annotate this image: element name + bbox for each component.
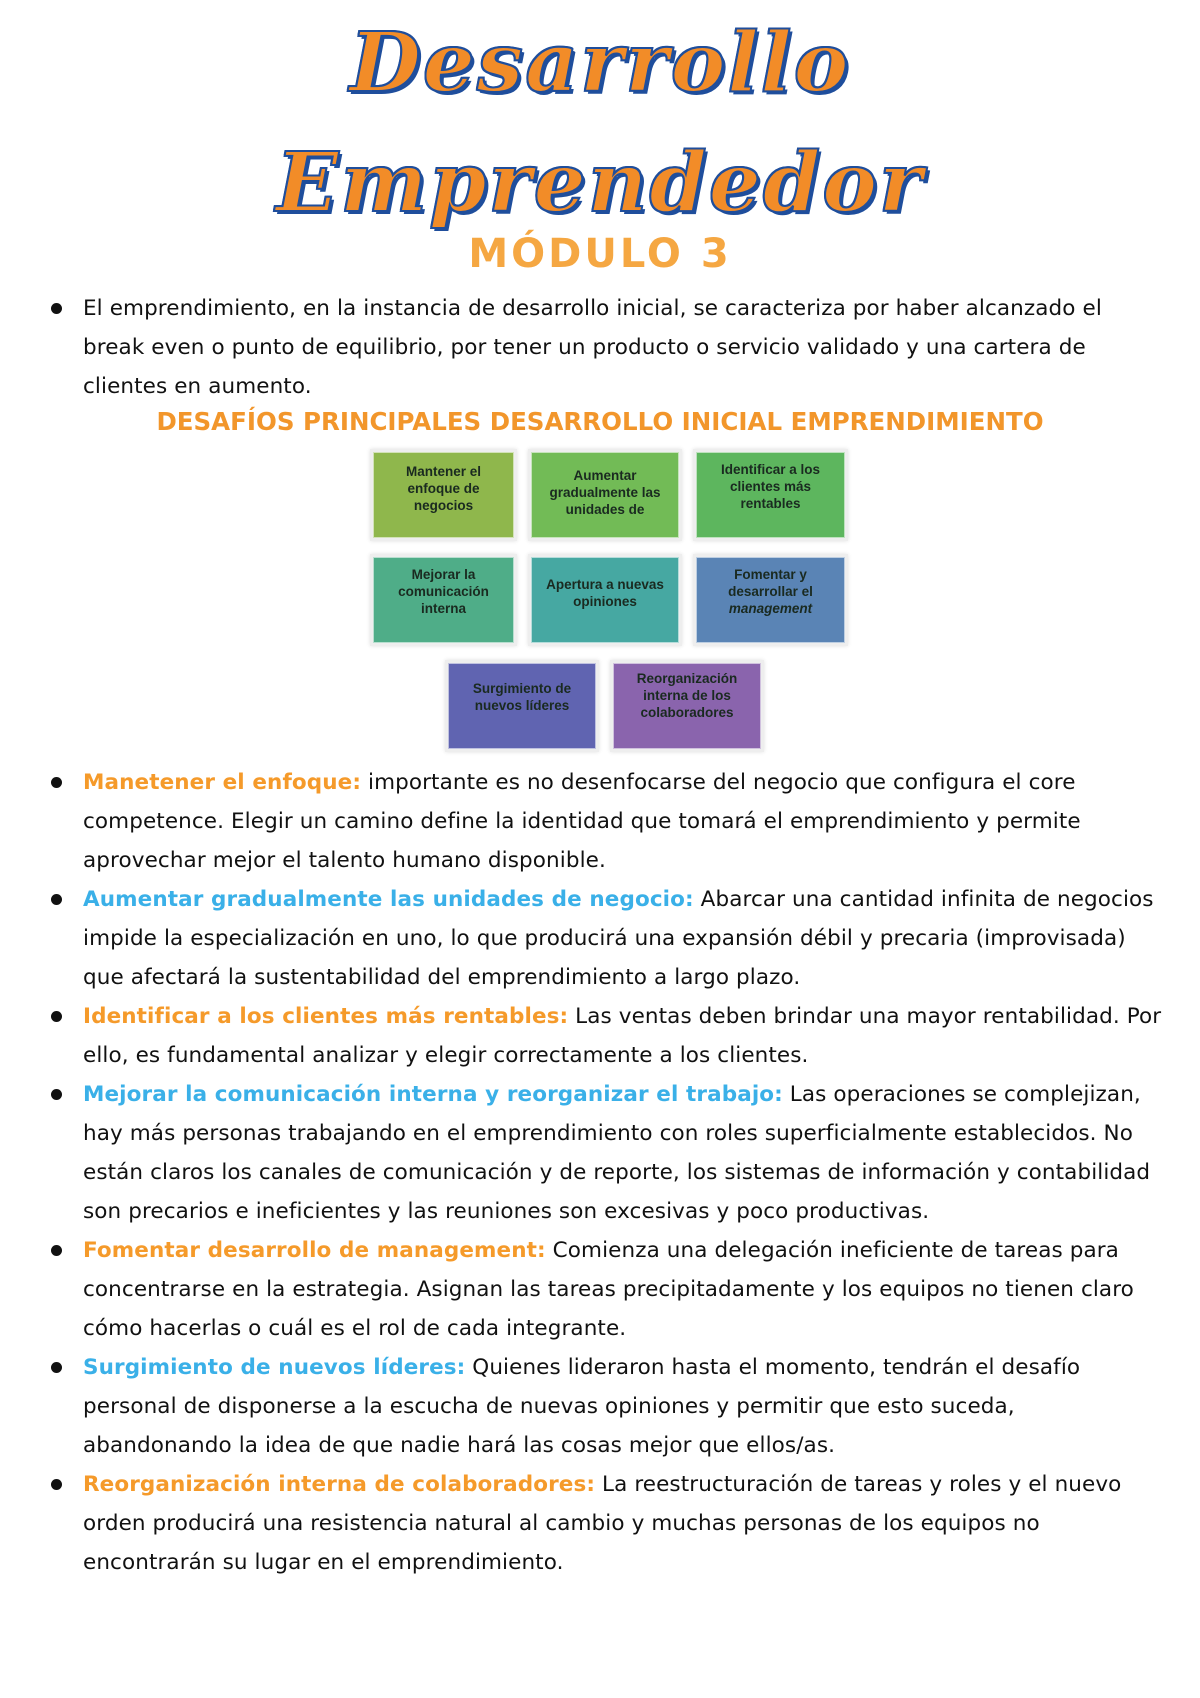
diagram-box-management — [696, 557, 845, 643]
intro-list — [0, 289, 1200, 406]
detail-label: Surgimiento de nuevos líderes: — [83, 1355, 466, 1380]
diagram-box-label: Mantener el enfoque de negocios — [405, 464, 482, 513]
bullet-icon — [51, 1245, 62, 1256]
diagram-box-label: Mejorar la comunicación interna — [398, 567, 489, 616]
list-item — [0, 880, 1200, 997]
diagram-box-focus — [373, 452, 514, 538]
list-item — [0, 1231, 1200, 1348]
list-item — [0, 1075, 1200, 1231]
bullet-icon — [51, 894, 62, 905]
bullet-icon — [51, 1011, 62, 1022]
bullet-icon — [51, 1089, 62, 1100]
challenges-detail-list — [0, 763, 1200, 1582]
list-item — [0, 1465, 1200, 1582]
intro-text: El emprendimiento, en la instancia de desarrollo inicial, se caracteriza por haber alcanzado el break even o punto de equilibrio, por tener un producto o servicio validado y una cartera de clientes en aumento. — [83, 296, 1102, 399]
diagram-box-label: Aumentar gradualmente las unidades de — [549, 468, 661, 517]
diagram-box-label-wrap — [703, 566, 838, 617]
diagram-box-new-leaders — [448, 663, 596, 749]
diagram-box-label: Fomentar y desarrollar el — [728, 567, 813, 599]
bullet-icon — [51, 1362, 62, 1373]
document-title-line-1: Desarrollo — [349, 15, 851, 111]
bullet-icon — [51, 303, 62, 314]
intro-item — [0, 289, 1200, 406]
detail-text: Las ventas deben brindar una mayor rentabilidad. Por ello, es fundamental analizar y elegir correctamente a los clientes. — [83, 1004, 1162, 1068]
diagram-box-reorganization — [613, 663, 761, 749]
diagram-box-label-italic: management — [728, 601, 813, 616]
detail-text: Las operaciones se complejizan, hay más personas trabajando en el emprendimiento con roles superficialmente establecidos. No están claros los canales de comunicación y de reporte, los sistemas de información y contabilidad son precarios e ineficientes y las reuniones son excesivas y poco productivas. — [83, 1082, 1151, 1224]
diagram-box-internal-communication — [373, 557, 514, 643]
diagram-box-new-opinions — [531, 557, 679, 643]
diagram-box-label: Surgimiento de nuevos líderes — [472, 681, 572, 713]
diagram-box-label: Reorganización interna de los colaboradores — [636, 671, 738, 720]
diagram-box-label: Identificar a los clientes más rentables — [720, 462, 821, 511]
bullet-icon — [51, 777, 62, 788]
detail-label: Fomentar desarrollo de management: — [83, 1238, 546, 1263]
detail-label: Identificar a los clientes más rentables: — [83, 1004, 569, 1029]
detail-label: Manetener el enfoque: — [83, 770, 362, 795]
detail-text: La reestructuración de tareas y roles y el nuevo orden producirá una resistencia natural al cambio y muchas personas de los equipos no encontrarán su lugar en el emprendimiento. — [83, 1472, 1122, 1575]
list-item — [0, 1348, 1200, 1465]
detail-label: Mejorar la comunicación interna y reorganizar el trabajo: — [83, 1082, 783, 1107]
diagram-box-business-units — [531, 452, 679, 538]
diagram-box-profitable-clients — [696, 452, 845, 538]
detail-text: Quienes lideraron hasta el momento, tendrán el desafío personal de disponerse a la escucha de nuevas opiniones y permitir que esto suceda, abandonando la idea de que nadie hará las cosas mejor que ellos/as. — [83, 1355, 1081, 1458]
detail-text: Abarcar una cantidad infinita de negocios impide la especialización en uno, lo que producirá una expansión débil y precaria (improvisada) que afectará la sustentabilidad del emprendimiento a largo plazo. — [83, 887, 1154, 990]
bullet-icon — [51, 1479, 62, 1490]
detail-label: Aumentar gradualmente las unidades de negocio: — [83, 887, 694, 912]
detail-text: Comienza una delegación ineficiente de tareas para concentrarse en la estrategia. Asignan las tareas precipitadamente y los equipos no tienen claro cómo hacerlas o cuál es el rol de cada integrante. — [83, 1238, 1134, 1341]
list-item — [0, 763, 1200, 880]
challenges-heading: DESAFÍOS PRINCIPALES DESARROLLO INICIAL EMPRENDIMIENTO — [156, 407, 1044, 436]
list-item — [0, 997, 1200, 1075]
diagram-box-label: Apertura a nuevas opiniones — [546, 577, 664, 609]
module-label: MÓDULO 3 — [468, 231, 732, 277]
detail-text: importante es no desenfocarse del negocio que configura el core competence. Elegir un camino define la identidad que tomará el emprendimiento y permite aprovechar mejor el talento humano disponible. — [83, 770, 1081, 873]
document-title-line-2: Emprendedor — [275, 135, 925, 231]
detail-label: Reorganización interna de colaboradores: — [83, 1472, 596, 1497]
